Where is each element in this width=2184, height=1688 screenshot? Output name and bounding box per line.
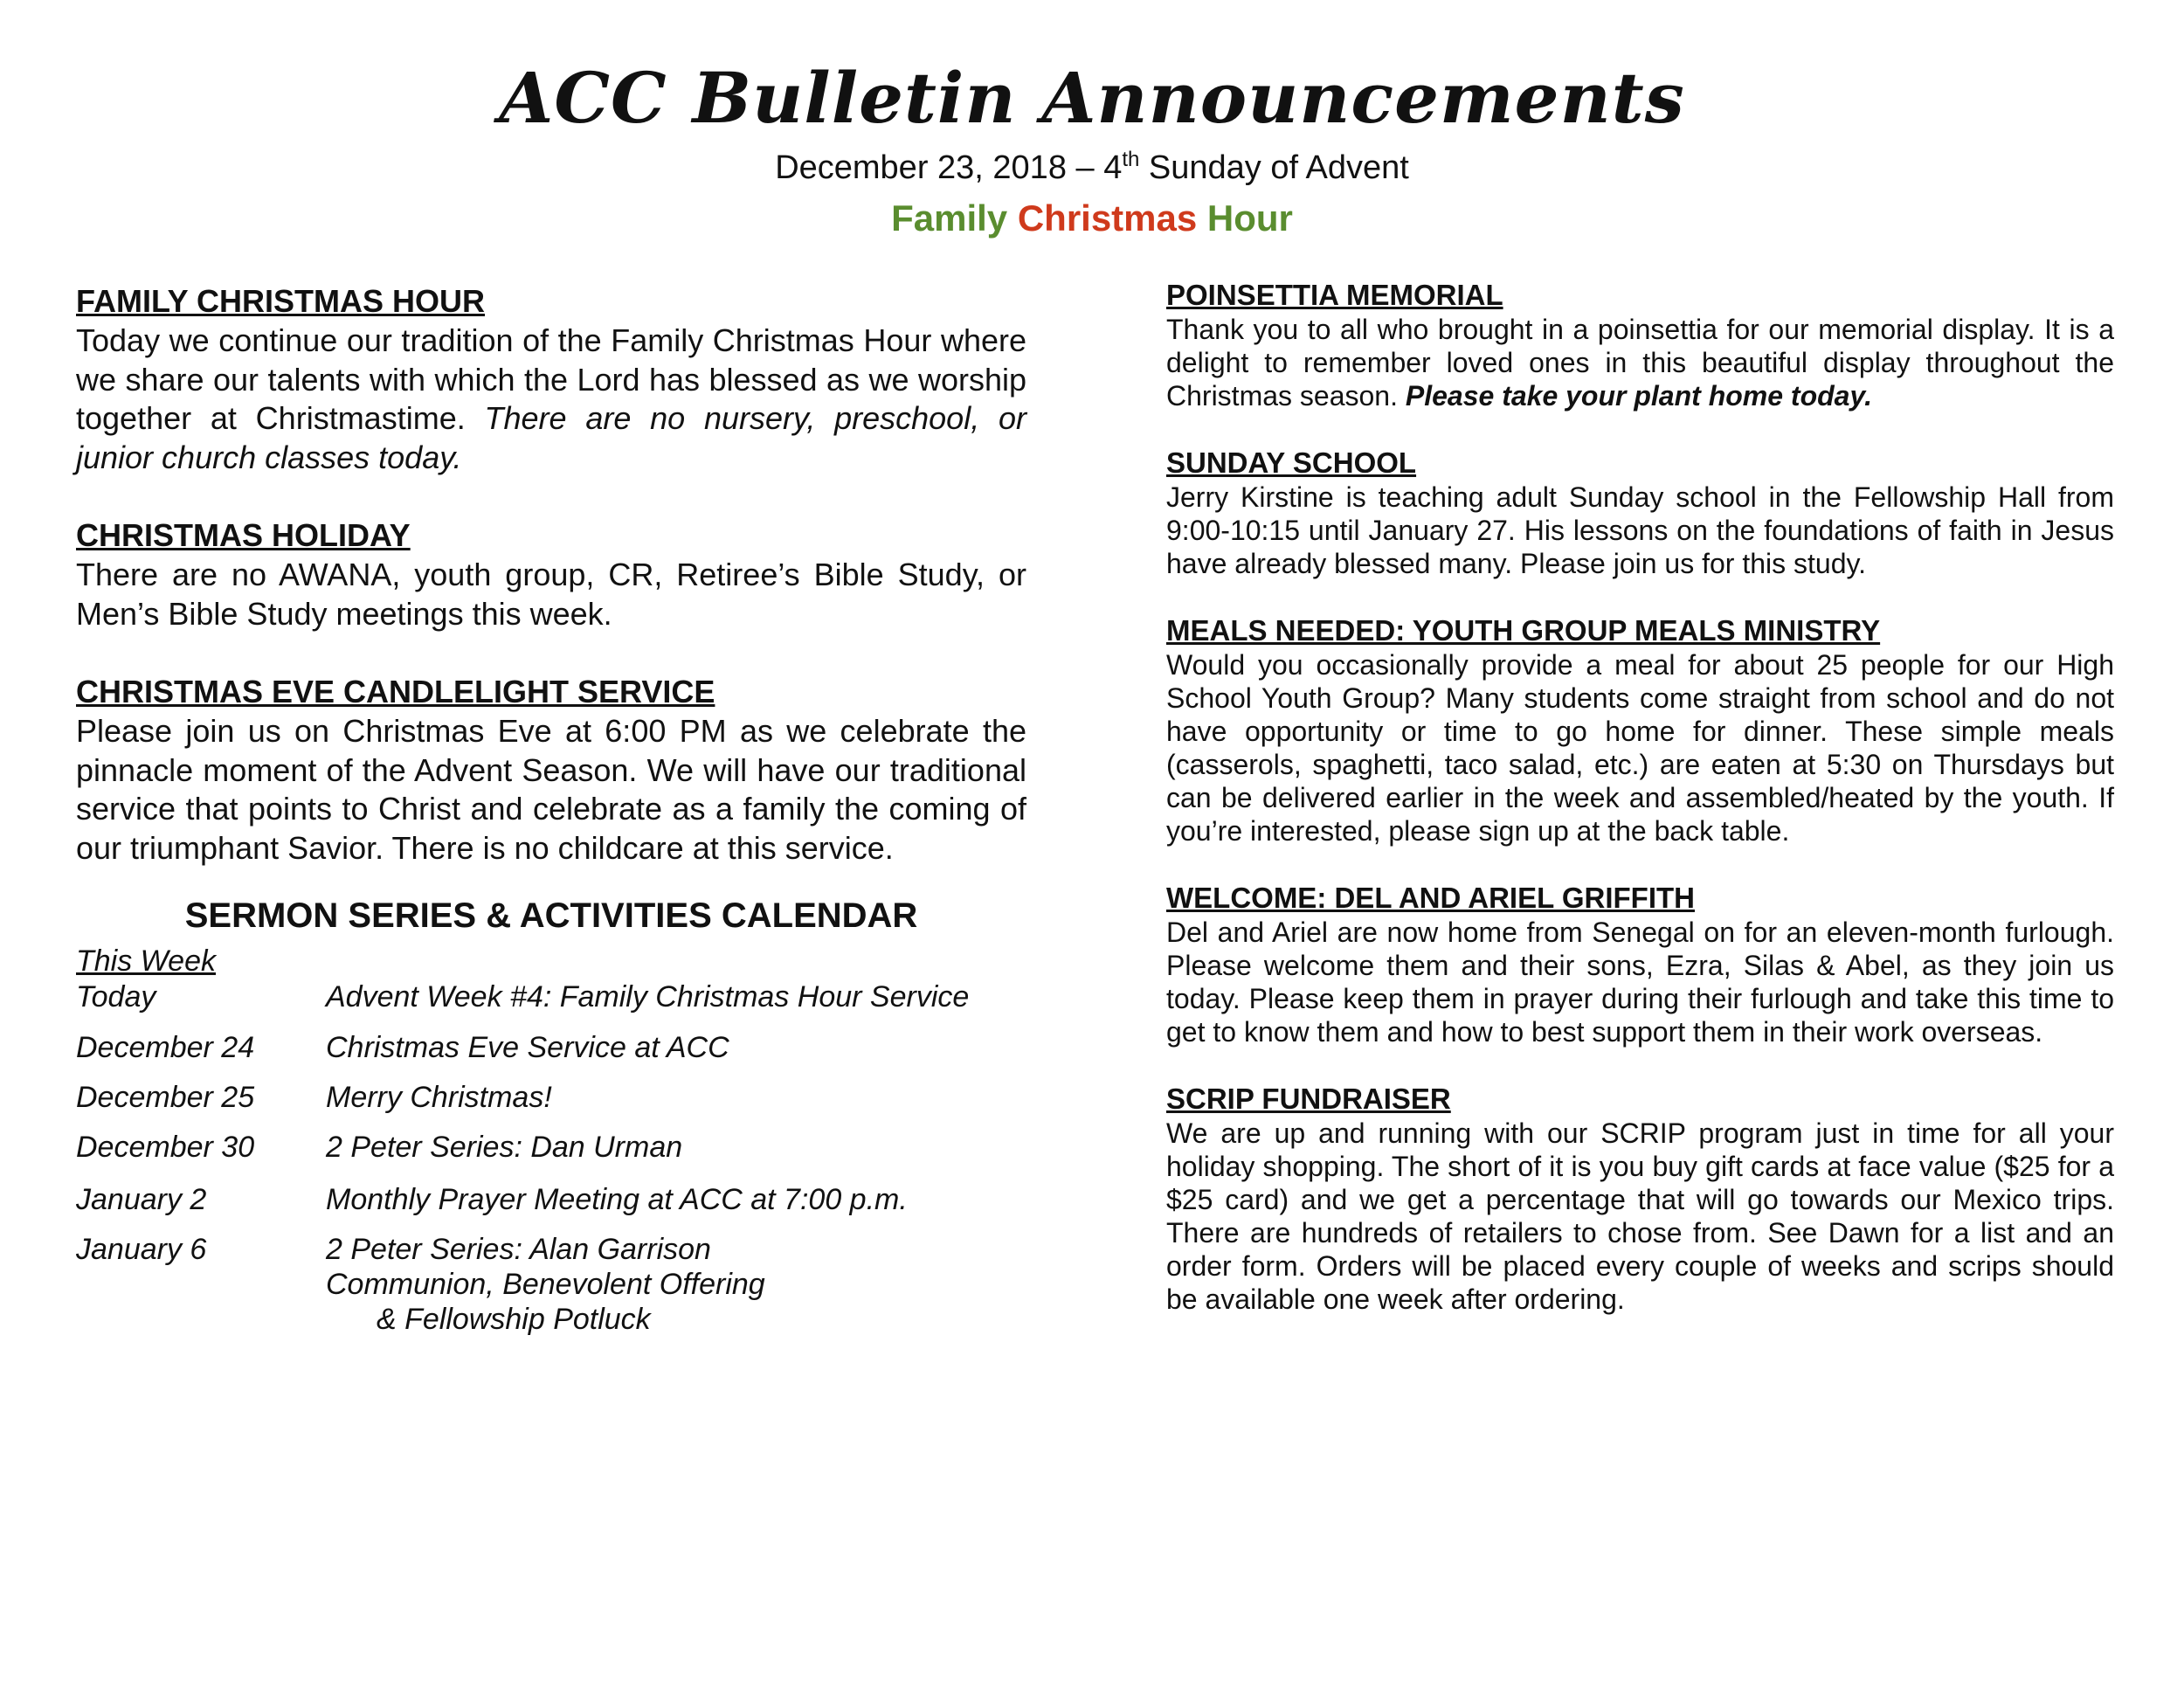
poinsettia-body [1166, 313, 2114, 412]
welcome-heading: WELCOME: DEL AND ARIEL GRIFFITH [1166, 882, 1695, 914]
calendar-row [76, 1182, 1026, 1217]
poinsettia-heading: POINSETTIA MEMORIAL [1166, 279, 1503, 311]
calendar-event: 2 Peter Series: Dan Urman [326, 1131, 683, 1164]
poinsettia-note: Please take your plant home today. [1405, 380, 1872, 412]
calendar-date: December 24 [76, 1031, 255, 1064]
calendar-row [76, 979, 1026, 1014]
calendar-event-line: Communion, Benevolent Offering [326, 1268, 765, 1301]
date-sunday-text: Sunday of Advent [1139, 149, 1409, 186]
candlelight-body: Please join us on Christmas Eve at 6:00 PM as we celebrate the pinnacle moment of the Advent Season. We will have our traditional service that points to Christ and celebrate as a family the coming of our triumphant Savior. There is no childcare at this service. [76, 713, 1026, 866]
calendar-date: January 2 [76, 1183, 207, 1216]
family-hour-heading: FAMILY CHRISTMAS HOUR [76, 283, 486, 319]
theme-word-christmas: Christmas [1017, 197, 1198, 239]
scrip-heading: SCRIP FUNDRAISER [1166, 1083, 1451, 1115]
poinsettia-section [1166, 278, 2114, 412]
sunday-school-heading: SUNDAY SCHOOL [1166, 446, 1417, 479]
calendar-event: Christmas Eve Service at ACC [326, 1031, 729, 1064]
scrip-body: We are up and running with our SCRIP program just in time for all your holiday shopping. The short of it is you buy gift cards at face value ($25 for a $25 card) and we get a percentage that will go towards our Mexico trips. There are hundreds of retailers to chose from. See Dawn for a list and an order form. Orders will be placed every couple of weeks and scrips should be available one week after ordering. [1166, 1117, 2114, 1315]
calendar-date: Today [76, 980, 156, 1013]
poinsettia-text: Thank you to all who brought in a poinsettia for our memorial display. It is a delight to remember loved ones in this beautiful display throughout the Christmas season. [1166, 314, 2114, 412]
meals-section [1166, 613, 2114, 847]
calendar-event: Monthly Prayer Meeting at ACC at 7:00 p.m. [326, 1183, 908, 1216]
meals-body: Would you occasionally provide a meal for about 25 people for our High School Youth Group? Many students come straight from school and do not have opportunity or time to go home for dinner. These simple meals (casserols, spaghetti, taco salad, etc.) are eaten at 5:30 on Thursdays but can be delivered earlier in the week and assembled/heated by the youth. If you’re interested, please sign up at the back table. [1166, 649, 2114, 847]
left-column [76, 281, 1026, 1352]
calendar-date: December 30 [76, 1131, 255, 1164]
holiday-heading: CHRISTMAS HOLIDAY [76, 517, 411, 553]
scrip-section [1166, 1082, 2114, 1316]
theme-word-hour: Hour [1206, 197, 1293, 239]
date-text: December 23, 2018 – 4 [775, 149, 1123, 186]
calendar-event: Merry Christmas! [326, 1081, 552, 1114]
calendar-row [76, 1030, 1026, 1065]
welcome-body: Del and Ariel are now home from Senegal on for an eleven-month furlough. Please welcome them and their sons, Ezra, Silas & Abel, as they join us today. Please keep them in prayer during their furlough and take this time to get to know them and how to best support them in their work overseas. [1166, 917, 2114, 1048]
calendar-event-line: 2 Peter Series: Alan Garrison [326, 1233, 711, 1266]
calendar-row [76, 1130, 1026, 1165]
meals-heading: MEALS NEEDED: YOUTH GROUP MEALS MINISTRY [1166, 614, 1881, 647]
sunday-school-body: Jerry Kirstine is teaching adult Sunday school in the Fellowship Hall from 9:00-10:15 until January 27. His lessons on the foundations of faith in Jesus have already blessed many. Please join us for this study. [1166, 481, 2114, 579]
calendar-date: January 6 [76, 1233, 207, 1266]
sunday-school-section [1166, 446, 2114, 580]
page-title: ACC Bulletin Announcements [499, 57, 1685, 139]
calendar-subheading: This Week [76, 944, 216, 978]
theme-line [0, 194, 2184, 243]
calendar-event-line: & Fellowship Potluck [377, 1303, 651, 1336]
date-line [0, 147, 2184, 189]
family-hour-note: There are no nursery, preschool, or junior church classes today. [76, 400, 1026, 475]
family-hour-section [76, 281, 1026, 477]
welcome-section [1166, 881, 2114, 1048]
theme-word-family: Family [891, 197, 1008, 239]
calendar-event [326, 1232, 1026, 1337]
calendar-event: Advent Week #4: Family Christmas Hour Service [326, 980, 970, 1013]
right-column [1166, 278, 2114, 1349]
calendar-heading: SERMON SERIES & ACTIVITIES CALENDAR [184, 896, 918, 935]
calendar-date: December 25 [76, 1081, 255, 1114]
calendar-row [76, 1080, 1026, 1115]
calendar-list [76, 979, 1026, 1337]
family-hour-body [76, 322, 1026, 477]
holiday-body: There are no AWANA, youth group, CR, Retiree’s Bible Study, or Men’s Bible Study meetings this week. [76, 557, 1026, 632]
date-ordinal-suffix: th [1122, 148, 1140, 171]
holiday-section [76, 515, 1026, 633]
calendar-row [76, 1232, 1026, 1337]
family-hour-text: Today we continue our tradition of the Family Christmas Hour where we share our talents with which the Lord has blessed as we worship together at Christmastime. [76, 322, 1026, 436]
candlelight-section [76, 672, 1026, 868]
candlelight-heading: CHRISTMAS EVE CANDLELIGHT SERVICE [76, 674, 715, 709]
